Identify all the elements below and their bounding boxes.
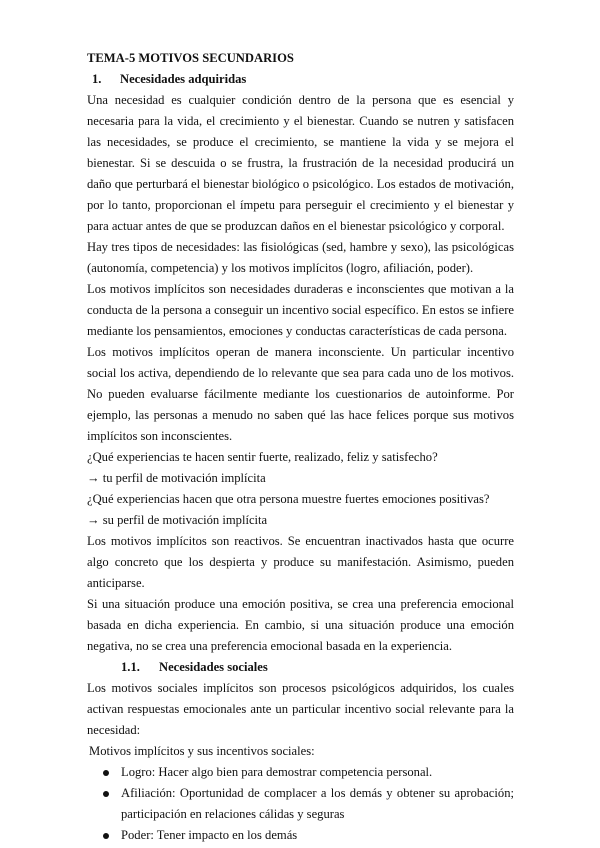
section-number: 1. (92, 72, 102, 86)
answer-1: → tu perfil de motivación implícita (87, 471, 266, 485)
list-item (87, 762, 514, 783)
section-title: Necesidades adquiridas (120, 72, 247, 86)
subsection-title: Necesidades sociales (159, 660, 268, 674)
paragraph-implicit-motives: Los motivos implícitos son necesidades duraderas e inconscientes que motivan a la conducta de la persona a conseguir un incentivo social específico. En estos se infiere mediante los pensamientos, emociones y conductas características de cada persona. (87, 282, 514, 338)
list-item-text: Poder: Tener impacto en los demás (121, 828, 298, 842)
question-2: ¿Qué experiencias hacen que otra persona muestre fuertes emociones positivas? (87, 492, 490, 506)
bullet-icon (103, 833, 109, 839)
answer-2: → su perfil de motivación implícita (87, 513, 268, 527)
paragraph-need-types: Hay tres tipos de necesidades: las fisiológicas (sed, hambre y sexo), las psicológicas (autonomía, competencia) y los motivos implícitos (logro, afiliación, poder). (87, 240, 514, 275)
paragraph-incentives-intro: Motivos implícitos y sus incentivos sociales: (89, 744, 315, 758)
incentive-list (87, 762, 514, 846)
list-item (87, 783, 514, 825)
list-item (87, 825, 514, 846)
document-title: TEMA-5 MOTIVOS SECUNDARIOS (87, 51, 294, 65)
bullet-icon (103, 791, 109, 797)
list-item-text: Afiliación: Oportunidad de complacer a los demás y obtener su aprobación; participación en relaciones cálidas y seguras (121, 786, 514, 821)
subsection-number: 1.1. (121, 660, 140, 674)
section-heading-1 (87, 69, 514, 90)
paragraph-unconscious: Los motivos implícitos operan de manera inconsciente. Un particular incentivo social los activa, dependiendo de lo relevante que sea para cada uno de los motivos. No pueden evaluarse fácilmente mediante los cuestionarios de autoinforme. Por ejemplo, las personas a menudo no saben qué las hace felices porque sus motivos implícitos son inconscientes. (87, 345, 514, 443)
paragraph-reactive: Los motivos implícitos son reactivos. Se encuentran inactivados hasta que ocurre algo concreto que los despierta y produce su manifestación. Asimismo, pueden anticiparse. (87, 534, 514, 590)
document-page (87, 48, 514, 846)
paragraph-social-motives: Los motivos sociales implícitos son procesos psicológicos adquiridos, los cuales activan respuestas emocionales ante un particular incentivo social relevante para la necesidad: (87, 681, 514, 737)
bullet-icon (103, 770, 109, 776)
paragraph-emotional-preference: Si una situación produce una emoción positiva, se crea una preferencia emocional basada en dicha experiencia. En cambio, si una situación produce una emoción negativa, no se crea una preferencia emocional basada en la experiencia. (87, 597, 514, 653)
list-item-text: Logro: Hacer algo bien para demostrar competencia personal. (121, 765, 433, 779)
section-heading-1-1 (87, 657, 514, 678)
question-1: ¿Qué experiencias te hacen sentir fuerte, realizado, feliz y satisfecho? (87, 450, 438, 464)
paragraph-need-definition: Una necesidad es cualquier condición dentro de la persona que es esencial y necesaria para la vida, el crecimiento y el bienestar. Cuando se nutren y satisfacen las necesidades, se produce el crecimiento, se mantiene la vida y se mejora el bienestar. Si se descuida o se frustra, la frustración de la necesidad producirá un daño que perturbará el bienestar biológico o psicológico. Los estados de motivación, por lo tanto, proporcionan el ímpetu para perseguir el crecimiento y el bienestar y para actuar antes de que se produzcan daños en el bienestar psicológico y corporal. (87, 93, 514, 233)
